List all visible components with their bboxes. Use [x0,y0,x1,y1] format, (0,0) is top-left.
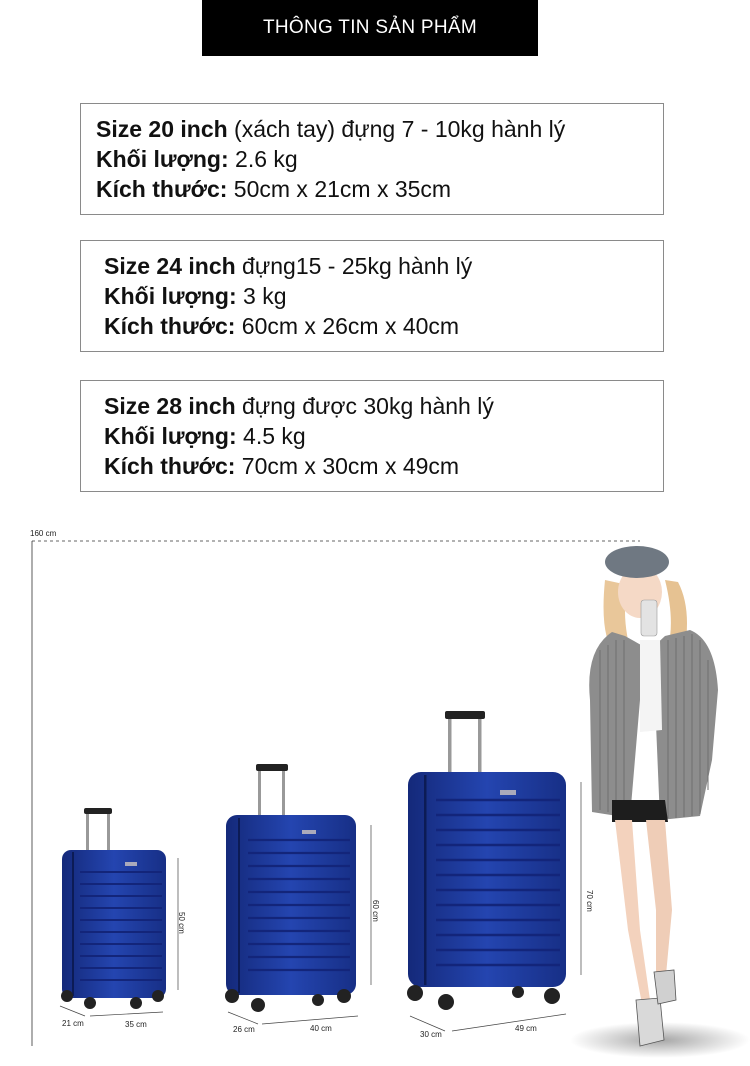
suitcase-large-icon [407,711,566,1010]
model-woman-illustration [570,546,750,1058]
spec-dim-value: 60cm x 26cm x 40cm [235,313,460,339]
medium-depth-label: 26 cm [233,1025,255,1034]
small-width-label: 35 cm [125,1020,147,1029]
height-reference-label: 160 cm [30,529,57,538]
large-width-label: 49 cm [515,1024,537,1033]
spec-dim-label: Kích thước: [104,313,236,339]
small-height-label: 50 cm [177,912,186,934]
spec-size-desc: đựng được 30kg hành lý [235,393,494,419]
spec-size-label: Size 20 inch [96,116,228,142]
spec-weight-label: Khối lượng: [104,423,237,449]
spec-size-label: Size 24 inch [104,253,236,279]
medium-width-line [262,1016,358,1024]
spec-dim-value: 50cm x 21cm x 35cm [227,176,452,202]
spec-size-label: Size 28 inch [104,393,236,419]
spec-weight-label: Khối lượng: [104,283,237,309]
medium-height-label: 60 cm [371,900,380,922]
spec-weight-label: Khối lượng: [96,146,229,172]
medium-depth-line [228,1012,258,1024]
large-width-line [452,1014,566,1031]
small-width-line [90,1012,163,1016]
spec-dim-label: Kích thước: [104,453,236,479]
spec-weight-value: 2.6 kg [228,146,298,172]
header-title: THÔNG TIN SẢN PHẨM [262,17,478,38]
spec-weight-value: 3 kg [236,283,287,309]
small-depth-label: 21 cm [62,1019,84,1028]
spec-weight-value: 4.5 kg [236,423,306,449]
spec-size-desc: (xách tay) đựng 7 - 10kg hành lý [227,116,566,142]
large-height-label: 70 cm [585,890,594,912]
spec-size-desc: đựng15 - 25kg hành lý [235,253,473,279]
suitcase-medium-icon [225,764,356,1012]
medium-width-label: 40 cm [310,1024,332,1033]
suitcase-small-icon [61,808,166,1009]
large-depth-label: 30 cm [420,1030,442,1039]
spec-dim-value: 70cm x 30cm x 49cm [235,453,460,479]
large-depth-line [410,1016,445,1031]
spec-dim-label: Kích thước: [96,176,228,202]
small-depth-line [60,1006,85,1016]
